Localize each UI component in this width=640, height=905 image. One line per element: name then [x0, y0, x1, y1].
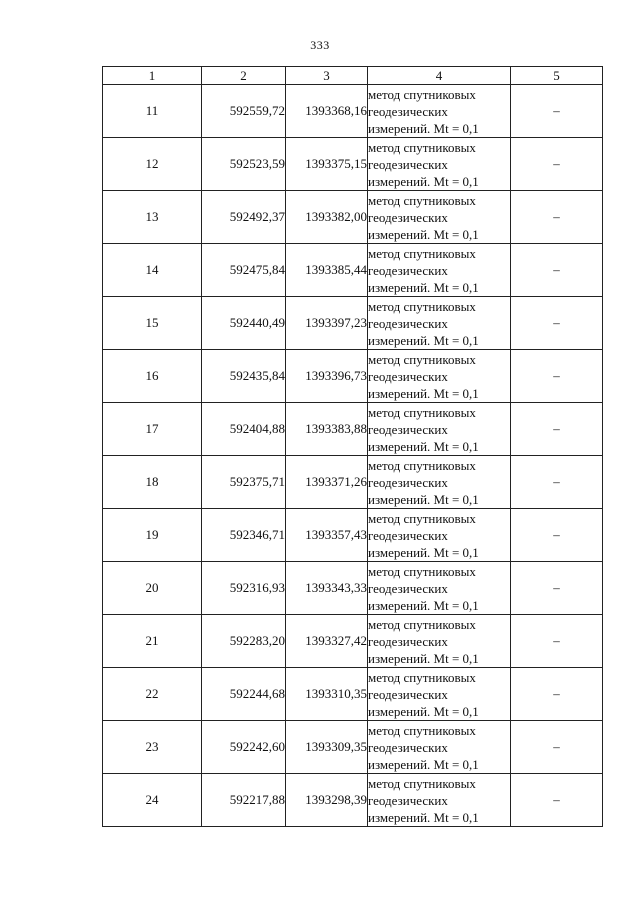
note-cell: –	[511, 774, 603, 827]
method-cell	[368, 138, 511, 191]
y-coordinate-cell: 1393397,23	[286, 297, 368, 350]
point-number-cell: 23	[103, 721, 202, 774]
table-row	[103, 456, 603, 509]
method-line: геодезических	[368, 421, 448, 437]
y-coordinate-cell: 1393310,35	[286, 668, 368, 721]
y-coordinate-cell: 1393383,88	[286, 403, 368, 456]
note-cell: –	[511, 456, 603, 509]
x-coordinate-cell: 592283,20	[202, 615, 286, 668]
table-header	[103, 67, 603, 85]
note-cell: –	[511, 403, 603, 456]
method-line: измерений. Mt = 0,1	[368, 173, 479, 189]
method-cell	[368, 85, 511, 138]
method-line: геодезических	[368, 209, 448, 225]
method-line: геодезических	[368, 527, 448, 543]
y-coordinate-cell: 1393327,42	[286, 615, 368, 668]
method-line: измерений. Mt = 0,1	[368, 809, 479, 825]
method-cell	[368, 297, 511, 350]
method-line: геодезических	[368, 262, 448, 278]
table-body	[103, 85, 603, 827]
method-line: метод спутниковых	[368, 722, 476, 738]
table-row	[103, 774, 603, 827]
method-cell	[368, 721, 511, 774]
method-line: измерений. Mt = 0,1	[368, 385, 479, 401]
point-number-cell: 22	[103, 668, 202, 721]
coordinates-table	[102, 66, 603, 827]
note-cell: –	[511, 668, 603, 721]
method-line: измерений. Mt = 0,1	[368, 332, 479, 348]
method-cell	[368, 774, 511, 827]
method-line: измерений. Mt = 0,1	[368, 650, 479, 666]
point-number-cell: 19	[103, 509, 202, 562]
x-coordinate-cell: 592475,84	[202, 244, 286, 297]
method-line: геодезических	[368, 368, 448, 384]
method-line: измерений. Mt = 0,1	[368, 279, 479, 295]
method-line: геодезических	[368, 474, 448, 490]
method-cell	[368, 456, 511, 509]
note-cell: –	[511, 297, 603, 350]
method-line: геодезических	[368, 156, 448, 172]
y-coordinate-cell: 1393357,43	[286, 509, 368, 562]
x-coordinate-cell: 592316,93	[202, 562, 286, 615]
table-row	[103, 244, 603, 297]
method-line: геодезических	[368, 739, 448, 755]
x-coordinate-cell: 592346,71	[202, 509, 286, 562]
header-row	[103, 67, 603, 85]
method-line: геодезических	[368, 686, 448, 702]
point-number-cell: 21	[103, 615, 202, 668]
y-coordinate-cell: 1393298,39	[286, 774, 368, 827]
method-line: геодезических	[368, 792, 448, 808]
method-line: метод спутниковых	[368, 616, 476, 632]
table-row	[103, 85, 603, 138]
method-line: измерений. Mt = 0,1	[368, 597, 479, 613]
x-coordinate-cell: 592404,88	[202, 403, 286, 456]
column-header-4: 4	[368, 67, 511, 85]
method-cell	[368, 403, 511, 456]
x-coordinate-cell: 592242,60	[202, 721, 286, 774]
table-row	[103, 562, 603, 615]
table-row	[103, 721, 603, 774]
table-row	[103, 509, 603, 562]
x-coordinate-cell: 592435,84	[202, 350, 286, 403]
method-line: метод спутниковых	[368, 192, 476, 208]
method-cell	[368, 668, 511, 721]
column-header-1: 1	[103, 67, 202, 85]
x-coordinate-cell: 592559,72	[202, 85, 286, 138]
note-cell: –	[511, 244, 603, 297]
method-cell	[368, 509, 511, 562]
note-cell: –	[511, 138, 603, 191]
note-cell: –	[511, 509, 603, 562]
x-coordinate-cell: 592217,88	[202, 774, 286, 827]
method-line: измерений. Mt = 0,1	[368, 703, 479, 719]
method-line: метод спутниковых	[368, 351, 476, 367]
method-line: метод спутниковых	[368, 298, 476, 314]
table-row	[103, 191, 603, 244]
page-number: 333	[310, 38, 330, 52]
note-cell: –	[511, 85, 603, 138]
note-cell: –	[511, 615, 603, 668]
method-line: метод спутниковых	[368, 669, 476, 685]
point-number-cell: 14	[103, 244, 202, 297]
table-row	[103, 138, 603, 191]
method-line: геодезических	[368, 580, 448, 596]
method-line: измерений. Mt = 0,1	[368, 491, 479, 507]
point-number-cell: 15	[103, 297, 202, 350]
method-cell	[368, 615, 511, 668]
point-number-cell: 20	[103, 562, 202, 615]
method-line: геодезических	[368, 103, 448, 119]
table-row	[103, 350, 603, 403]
table-row	[103, 297, 603, 350]
method-line: метод спутниковых	[368, 563, 476, 579]
method-line: измерений. Mt = 0,1	[368, 226, 479, 242]
table-row	[103, 403, 603, 456]
point-number-cell: 24	[103, 774, 202, 827]
table-row	[103, 615, 603, 668]
y-coordinate-cell: 1393368,16	[286, 85, 368, 138]
note-cell: –	[511, 562, 603, 615]
y-coordinate-cell: 1393385,44	[286, 244, 368, 297]
method-cell	[368, 244, 511, 297]
table-row	[103, 668, 603, 721]
x-coordinate-cell: 592244,68	[202, 668, 286, 721]
y-coordinate-cell: 1393371,26	[286, 456, 368, 509]
method-line: измерений. Mt = 0,1	[368, 544, 479, 560]
method-line: измерений. Mt = 0,1	[368, 120, 479, 136]
x-coordinate-cell: 592523,59	[202, 138, 286, 191]
note-cell: –	[511, 350, 603, 403]
column-header-5: 5	[511, 67, 603, 85]
y-coordinate-cell: 1393343,33	[286, 562, 368, 615]
note-cell: –	[511, 191, 603, 244]
x-coordinate-cell: 592440,49	[202, 297, 286, 350]
point-number-cell: 12	[103, 138, 202, 191]
method-line: метод спутниковых	[368, 139, 476, 155]
point-number-cell: 16	[103, 350, 202, 403]
method-cell	[368, 350, 511, 403]
method-cell	[368, 562, 511, 615]
method-line: метод спутниковых	[368, 86, 476, 102]
method-line: геодезических	[368, 633, 448, 649]
x-coordinate-cell: 592375,71	[202, 456, 286, 509]
method-line: метод спутниковых	[368, 245, 476, 261]
column-header-2: 2	[202, 67, 286, 85]
method-line: метод спутниковых	[368, 457, 476, 473]
method-line: геодезических	[368, 315, 448, 331]
point-number-cell: 11	[103, 85, 202, 138]
method-line: измерений. Mt = 0,1	[368, 756, 479, 772]
method-line: метод спутниковых	[368, 775, 476, 791]
y-coordinate-cell: 1393396,73	[286, 350, 368, 403]
point-number-cell: 13	[103, 191, 202, 244]
y-coordinate-cell: 1393382,00	[286, 191, 368, 244]
point-number-cell: 17	[103, 403, 202, 456]
y-coordinate-cell: 1393375,15	[286, 138, 368, 191]
note-cell: –	[511, 721, 603, 774]
method-line: метод спутниковых	[368, 404, 476, 420]
method-cell	[368, 191, 511, 244]
x-coordinate-cell: 592492,37	[202, 191, 286, 244]
method-line: метод спутниковых	[368, 510, 476, 526]
column-header-3: 3	[286, 67, 368, 85]
point-number-cell: 18	[103, 456, 202, 509]
y-coordinate-cell: 1393309,35	[286, 721, 368, 774]
method-line: измерений. Mt = 0,1	[368, 438, 479, 454]
